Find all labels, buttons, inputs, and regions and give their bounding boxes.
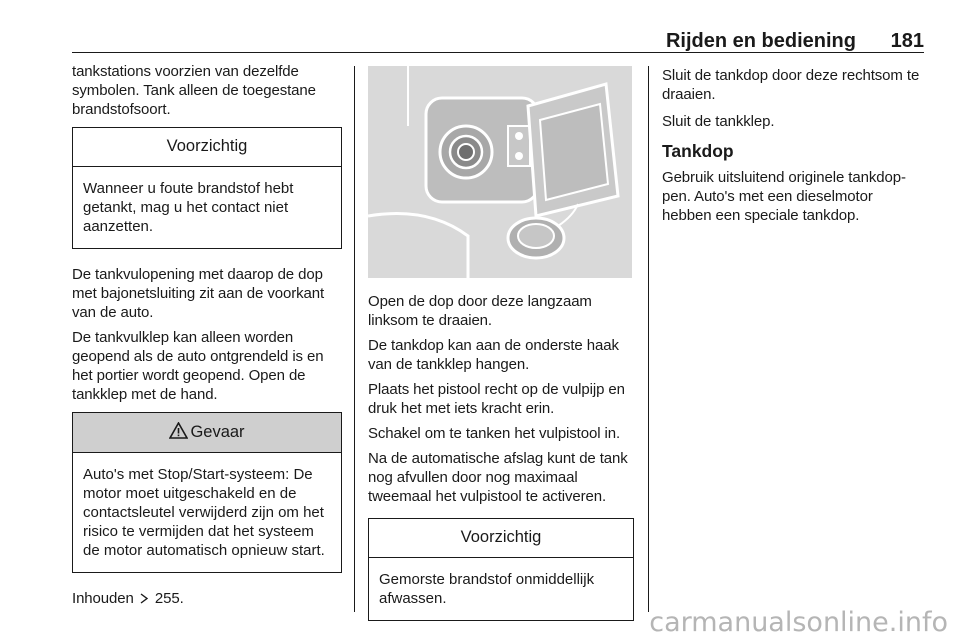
caution-body: Wanneer u foute brandstof hebt getankt, mag u het contact niet aanzetten. [83, 180, 294, 235]
danger-heading: Gevaar [190, 423, 245, 441]
caution-heading-2: Voorzichtig [369, 519, 633, 558]
danger-box [72, 412, 342, 573]
column-divider-2 [648, 66, 649, 612]
activate-nozzle-paragraph: Schakel om te tanken het vulpistool in. [368, 425, 621, 442]
close-flap-paragraph: Sluit de tankklep. [662, 113, 775, 130]
hang-cap-paragraph: De tankdop kan aan de onderste haak van de tankklep hangen. [368, 337, 619, 373]
page-header [72, 30, 924, 53]
fuel-filler-drawing [368, 66, 632, 278]
filler-location-paragraph: De tankvulopening met daarop de dop met bajonetsluiting zit aan de voorkant van de auto. [72, 266, 325, 321]
fuel-filler-illustration [368, 66, 632, 278]
insert-nozzle-paragraph: Plaats het pistool recht op de vulpijp en druk het met iets kracht erin. [368, 381, 625, 417]
caution-heading: Voorzichtig [73, 128, 341, 167]
danger-header [73, 413, 341, 453]
reference-line [72, 589, 342, 608]
caution-box [72, 127, 342, 249]
warning-triangle-icon [169, 422, 188, 439]
open-cap-paragraph: Open de dop door deze langzaam linksom te draaien. [368, 293, 592, 329]
intro-paragraph: tankstations voorzien van dezelfde symbolen. Tank alleen de toegestane brandstofsoort. [72, 63, 316, 118]
page-number: 181 [890, 30, 924, 52]
reference-arrow-icon[interactable] [140, 593, 149, 604]
column-2 [368, 66, 634, 637]
original-caps-paragraph: Gebruik uitsluitend originele tankdoppen. Auto's met een dieselmotor hebben een speciale tankdop. [662, 169, 906, 224]
column-3 [662, 66, 926, 231]
column-1 [72, 62, 342, 614]
caution-box-2 [368, 518, 634, 621]
reference-text: Inhouden [72, 590, 134, 607]
watermark: carmanualsonline.info [649, 607, 948, 638]
caution-body-2: Gemorste brandstof onmiddellijk afwassen. [379, 571, 595, 607]
filler-flap-paragraph: De tankvulklep kan alleen worden geopend als de auto ontgrendeld is en het portier wordt geopend. Open de tankklep met de hand. [72, 329, 324, 403]
column-divider-1 [354, 66, 355, 612]
close-cap-paragraph: Sluit de tankdop door deze rechtsom te draaien. [662, 67, 920, 103]
top-up-paragraph: Na de automatische afslag kunt de tank nog afvullen door nog maximaal tweemaal het vulpistool te activeren. [368, 450, 628, 505]
header-title: Rijden en bediening [665, 30, 856, 52]
section-heading-tankdop: Tankdop [662, 141, 734, 161]
reference-page-link[interactable]: 255. [154, 590, 184, 607]
danger-body: Auto's met Stop/Start-systeem: De motor moet uitgeschakeld en de contactsleutel verwijderd zijn om het risico te vermijden dat het systeem de motor automatisch opnieuw start. [83, 466, 325, 559]
